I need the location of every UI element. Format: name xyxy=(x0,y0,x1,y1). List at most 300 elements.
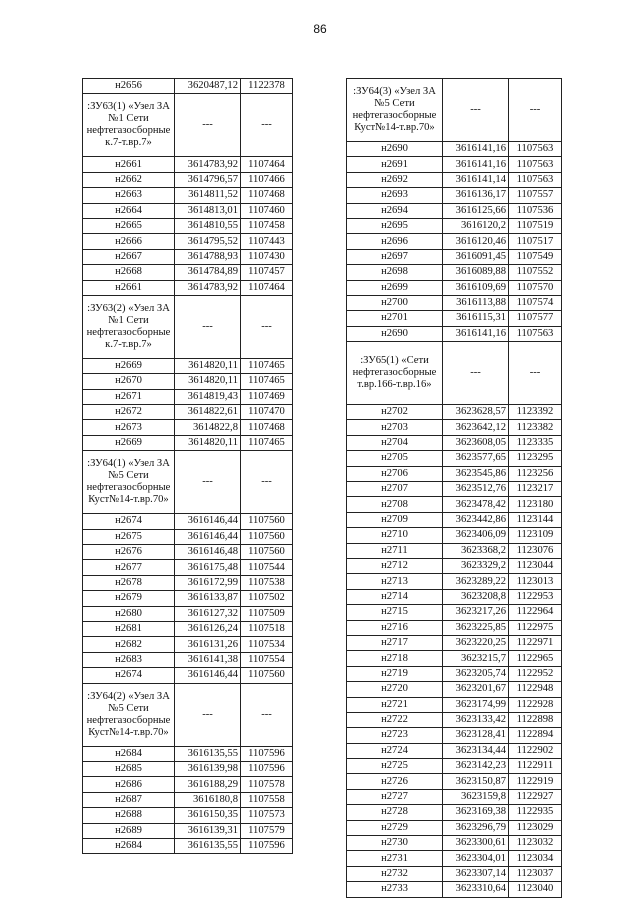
group-header-row xyxy=(83,683,293,746)
x-coordinate-cell: 3614820,11 xyxy=(175,358,241,373)
y-coordinate-cell: 1107596 xyxy=(241,761,293,776)
point-id-cell: н2707 xyxy=(347,482,443,497)
point-id-cell: н2714 xyxy=(347,589,443,604)
y-coordinate-cell: 1107457 xyxy=(241,265,293,280)
table-row xyxy=(347,820,562,835)
table-row xyxy=(347,203,562,218)
point-id-cell: н2730 xyxy=(347,836,443,851)
point-id-cell: н2667 xyxy=(83,249,175,264)
x-coordinate-cell: 3623133,42 xyxy=(443,712,509,727)
table-row xyxy=(347,420,562,435)
table-row xyxy=(347,188,562,203)
table-row xyxy=(83,575,293,590)
table-row xyxy=(347,435,562,450)
parcel-label-cell: :ЗУ65(1) «Сети нефтегазосборные т.вр.166-т.вр.16» xyxy=(347,342,443,405)
x-coordinate-cell: 3623217,26 xyxy=(443,605,509,620)
point-id-cell: н2666 xyxy=(83,234,175,249)
parcel-label-cell: :ЗУ64(2) «Узел ЗА №5 Сети нефтегазосборные Куст№14-т.вр.70» xyxy=(83,683,175,746)
point-id-cell: н2701 xyxy=(347,311,443,326)
point-id-cell: н2689 xyxy=(83,823,175,838)
y-coordinate-cell: 1122898 xyxy=(509,712,562,727)
x-coordinate-cell: 3616091,45 xyxy=(443,249,509,264)
table-row xyxy=(83,203,293,218)
x-coordinate-cell: 3614783,92 xyxy=(175,280,241,295)
x-coordinate-cell: 3623174,99 xyxy=(443,697,509,712)
x-coordinate-cell: 3614819,43 xyxy=(175,389,241,404)
coordinates-table-left xyxy=(82,78,293,854)
table-row xyxy=(83,838,293,853)
y-coordinate-cell: 1107443 xyxy=(241,234,293,249)
y-coordinate-cell: 1123180 xyxy=(509,497,562,512)
y-coordinate-cell: 1123335 xyxy=(509,435,562,450)
x-coordinate-cell: 3623159,8 xyxy=(443,789,509,804)
table-row xyxy=(347,574,562,589)
table-row xyxy=(83,529,293,544)
table-row xyxy=(347,265,562,280)
x-coordinate-cell: 3623512,76 xyxy=(443,482,509,497)
y-coordinate-cell: 1107560 xyxy=(241,545,293,560)
point-id-cell: н2665 xyxy=(83,218,175,233)
table-row xyxy=(347,142,562,157)
table-row xyxy=(347,728,562,743)
x-coordinate-cell: --- xyxy=(175,94,241,157)
y-coordinate-cell: 1123040 xyxy=(509,882,562,897)
table-row xyxy=(83,420,293,435)
table-row xyxy=(83,389,293,404)
x-coordinate-cell: 3616150,35 xyxy=(175,808,241,823)
x-coordinate-cell: 3623208,8 xyxy=(443,589,509,604)
y-coordinate-cell: 1107458 xyxy=(241,218,293,233)
x-coordinate-cell: 3616188,29 xyxy=(175,777,241,792)
y-coordinate-cell: 1107560 xyxy=(241,529,293,544)
y-coordinate-cell: 1107570 xyxy=(509,280,562,295)
table-row xyxy=(83,405,293,420)
y-coordinate-cell: 1107464 xyxy=(241,280,293,295)
y-coordinate-cell: 1107465 xyxy=(241,374,293,389)
x-coordinate-cell: 3616120,2 xyxy=(443,218,509,233)
y-coordinate-cell: 1107468 xyxy=(241,420,293,435)
point-id-cell: н2683 xyxy=(83,652,175,667)
table-row xyxy=(347,620,562,635)
x-coordinate-cell: 3614796,57 xyxy=(175,172,241,187)
table-row xyxy=(83,792,293,807)
point-id-cell: н2710 xyxy=(347,528,443,543)
point-id-cell: н2684 xyxy=(83,838,175,853)
table-row xyxy=(347,635,562,650)
point-id-cell: н2673 xyxy=(83,420,175,435)
point-id-cell: н2717 xyxy=(347,635,443,650)
x-coordinate-cell: --- xyxy=(443,79,509,142)
point-id-cell: н2692 xyxy=(347,172,443,187)
y-coordinate-cell: 1107469 xyxy=(241,389,293,404)
y-coordinate-cell: 1123044 xyxy=(509,558,562,573)
y-coordinate-cell: 1122894 xyxy=(509,728,562,743)
table-row xyxy=(347,466,562,481)
y-coordinate-cell: 1107578 xyxy=(241,777,293,792)
x-coordinate-cell: 3614822,61 xyxy=(175,405,241,420)
y-coordinate-cell: 1107468 xyxy=(241,188,293,203)
point-id-cell: н2726 xyxy=(347,774,443,789)
point-id-cell: н2676 xyxy=(83,545,175,560)
point-id-cell: н2731 xyxy=(347,851,443,866)
y-coordinate-cell: --- xyxy=(241,295,293,358)
x-coordinate-cell: 3623128,41 xyxy=(443,728,509,743)
point-id-cell: н2679 xyxy=(83,591,175,606)
table-row xyxy=(347,451,562,466)
x-coordinate-cell: 3616172,99 xyxy=(175,575,241,590)
point-id-cell: н2719 xyxy=(347,666,443,681)
y-coordinate-cell: 1107517 xyxy=(509,234,562,249)
point-id-cell: н2712 xyxy=(347,558,443,573)
x-coordinate-cell: 3623300,61 xyxy=(443,836,509,851)
y-coordinate-cell: 1107549 xyxy=(509,249,562,264)
y-coordinate-cell: 1123032 xyxy=(509,836,562,851)
table-row xyxy=(83,652,293,667)
x-coordinate-cell: 3616127,32 xyxy=(175,606,241,621)
table-row xyxy=(83,545,293,560)
table-row xyxy=(347,589,562,604)
table-row xyxy=(83,668,293,683)
x-coordinate-cell: 3616139,98 xyxy=(175,761,241,776)
point-id-cell: н2709 xyxy=(347,512,443,527)
x-coordinate-cell: 3623478,42 xyxy=(443,497,509,512)
point-id-cell: н2706 xyxy=(347,466,443,481)
y-coordinate-cell: 1123034 xyxy=(509,851,562,866)
table-row xyxy=(83,358,293,373)
table-row xyxy=(347,512,562,527)
table-row xyxy=(347,234,562,249)
x-coordinate-cell: 3616089,88 xyxy=(443,265,509,280)
y-coordinate-cell: 1122953 xyxy=(509,589,562,604)
point-id-cell: н2663 xyxy=(83,188,175,203)
point-id-cell: н2703 xyxy=(347,420,443,435)
table-row xyxy=(83,249,293,264)
x-coordinate-cell: 3623545,86 xyxy=(443,466,509,481)
table-row xyxy=(347,651,562,666)
x-coordinate-cell: 3614813,01 xyxy=(175,203,241,218)
y-coordinate-cell: 1107470 xyxy=(241,405,293,420)
x-coordinate-cell: 3623442,86 xyxy=(443,512,509,527)
table-row xyxy=(347,157,562,172)
y-coordinate-cell: 1122919 xyxy=(509,774,562,789)
y-coordinate-cell: 1107464 xyxy=(241,157,293,172)
point-id-cell: н2698 xyxy=(347,265,443,280)
x-coordinate-cell: 3620487,12 xyxy=(175,79,241,94)
group-header-row xyxy=(347,342,562,405)
x-coordinate-cell: 3623307,14 xyxy=(443,866,509,881)
y-coordinate-cell: 1107538 xyxy=(241,575,293,590)
table-row xyxy=(347,774,562,789)
point-id-cell: н2677 xyxy=(83,560,175,575)
x-coordinate-cell: 3616135,55 xyxy=(175,838,241,853)
y-coordinate-cell: 1122911 xyxy=(509,759,562,774)
point-id-cell: н2708 xyxy=(347,497,443,512)
x-coordinate-cell: 3623169,38 xyxy=(443,805,509,820)
table-row xyxy=(347,682,562,697)
y-coordinate-cell: --- xyxy=(241,683,293,746)
table-row xyxy=(347,882,562,897)
x-coordinate-cell: 3623304,01 xyxy=(443,851,509,866)
x-coordinate-cell: 3614820,11 xyxy=(175,374,241,389)
point-id-cell: н2669 xyxy=(83,358,175,373)
table-row xyxy=(347,482,562,497)
x-coordinate-cell: 3616146,44 xyxy=(175,514,241,529)
group-header-row xyxy=(83,94,293,157)
x-coordinate-cell: 3616141,38 xyxy=(175,652,241,667)
point-id-cell: н2713 xyxy=(347,574,443,589)
point-id-cell: н2694 xyxy=(347,203,443,218)
point-id-cell: н2693 xyxy=(347,188,443,203)
point-id-cell: н2733 xyxy=(347,882,443,897)
table-row xyxy=(347,249,562,264)
table-row xyxy=(347,805,562,820)
x-coordinate-cell: 3623134,44 xyxy=(443,743,509,758)
x-coordinate-cell: 3623205,74 xyxy=(443,666,509,681)
x-coordinate-cell: 3614784,89 xyxy=(175,265,241,280)
point-id-cell: н2716 xyxy=(347,620,443,635)
x-coordinate-cell: 3623150,87 xyxy=(443,774,509,789)
x-coordinate-cell: --- xyxy=(175,295,241,358)
y-coordinate-cell: 1123382 xyxy=(509,420,562,435)
point-id-cell: н2656 xyxy=(83,79,175,94)
point-id-cell: н2675 xyxy=(83,529,175,544)
y-coordinate-cell: 1107519 xyxy=(509,218,562,233)
y-coordinate-cell: 1122965 xyxy=(509,651,562,666)
point-id-cell: н2661 xyxy=(83,157,175,172)
point-id-cell: н2674 xyxy=(83,514,175,529)
point-id-cell: н2669 xyxy=(83,435,175,450)
table-row xyxy=(347,218,562,233)
table-row xyxy=(83,435,293,450)
point-id-cell: н2682 xyxy=(83,637,175,652)
x-coordinate-cell: 3614783,92 xyxy=(175,157,241,172)
table-row xyxy=(83,808,293,823)
x-coordinate-cell: 3616126,24 xyxy=(175,621,241,636)
page-number: 86 xyxy=(313,22,327,36)
table-row xyxy=(83,823,293,838)
point-id-cell: н2702 xyxy=(347,405,443,420)
point-id-cell: н2695 xyxy=(347,218,443,233)
y-coordinate-cell: 1107536 xyxy=(509,203,562,218)
x-coordinate-cell: 3614788,93 xyxy=(175,249,241,264)
table-row xyxy=(347,280,562,295)
y-coordinate-cell: 1123037 xyxy=(509,866,562,881)
y-coordinate-cell: 1123013 xyxy=(509,574,562,589)
point-id-cell: н2685 xyxy=(83,761,175,776)
point-id-cell: н2678 xyxy=(83,575,175,590)
y-coordinate-cell: 1107563 xyxy=(509,157,562,172)
x-coordinate-cell: 3616141,14 xyxy=(443,172,509,187)
table-row xyxy=(83,606,293,621)
table-row xyxy=(347,528,562,543)
x-coordinate-cell: 3616141,16 xyxy=(443,326,509,341)
x-coordinate-cell: 3623220,25 xyxy=(443,635,509,650)
y-coordinate-cell: 1107558 xyxy=(241,792,293,807)
table-row xyxy=(83,591,293,606)
table-row xyxy=(347,558,562,573)
x-coordinate-cell: 3616180,8 xyxy=(175,792,241,807)
x-coordinate-cell: 3623296,79 xyxy=(443,820,509,835)
x-coordinate-cell: 3614820,11 xyxy=(175,435,241,450)
x-coordinate-cell: 3623215,7 xyxy=(443,651,509,666)
y-coordinate-cell: 1107534 xyxy=(241,637,293,652)
x-coordinate-cell: --- xyxy=(175,683,241,746)
table-row xyxy=(347,866,562,881)
x-coordinate-cell: 3623608,05 xyxy=(443,435,509,450)
table-row xyxy=(347,172,562,187)
x-coordinate-cell: 3616109,69 xyxy=(443,280,509,295)
table-row xyxy=(83,280,293,295)
y-coordinate-cell: 1123076 xyxy=(509,543,562,558)
table-row xyxy=(83,637,293,652)
point-id-cell: н2662 xyxy=(83,172,175,187)
table-row xyxy=(347,295,562,310)
y-coordinate-cell: 1107430 xyxy=(241,249,293,264)
y-coordinate-cell: 1107466 xyxy=(241,172,293,187)
x-coordinate-cell: 3623329,2 xyxy=(443,558,509,573)
y-coordinate-cell: 1123217 xyxy=(509,482,562,497)
y-coordinate-cell: 1107596 xyxy=(241,746,293,761)
table-row xyxy=(347,666,562,681)
parcel-label-cell: :ЗУ64(3) «Узел ЗА №5 Сети нефтегазосборные Куст№14-т.вр.70» xyxy=(347,79,443,142)
y-coordinate-cell: 1122935 xyxy=(509,805,562,820)
point-id-cell: н2680 xyxy=(83,606,175,621)
x-coordinate-cell: 3616146,44 xyxy=(175,529,241,544)
y-coordinate-cell: 1107554 xyxy=(241,652,293,667)
y-coordinate-cell: 1107579 xyxy=(241,823,293,838)
table-row xyxy=(83,265,293,280)
x-coordinate-cell: 3616135,55 xyxy=(175,746,241,761)
point-id-cell: н2715 xyxy=(347,605,443,620)
x-coordinate-cell: --- xyxy=(175,451,241,514)
point-id-cell: н2670 xyxy=(83,374,175,389)
y-coordinate-cell: 1107573 xyxy=(241,808,293,823)
x-coordinate-cell: 3616146,48 xyxy=(175,545,241,560)
table-row xyxy=(83,157,293,172)
x-coordinate-cell: 3616136,17 xyxy=(443,188,509,203)
point-id-cell: н2725 xyxy=(347,759,443,774)
x-coordinate-cell: 3616115,31 xyxy=(443,311,509,326)
y-coordinate-cell: 1107563 xyxy=(509,142,562,157)
x-coordinate-cell: 3614810,55 xyxy=(175,218,241,233)
y-coordinate-cell: 1107560 xyxy=(241,668,293,683)
point-id-cell: н2700 xyxy=(347,295,443,310)
table-row xyxy=(83,560,293,575)
table-row xyxy=(83,234,293,249)
y-coordinate-cell: 1107465 xyxy=(241,435,293,450)
y-coordinate-cell: 1123256 xyxy=(509,466,562,481)
x-coordinate-cell: 3623577,65 xyxy=(443,451,509,466)
y-coordinate-cell: 1122928 xyxy=(509,697,562,712)
table-row xyxy=(347,697,562,712)
y-coordinate-cell: 1107563 xyxy=(509,172,562,187)
table-row xyxy=(347,326,562,341)
table-row xyxy=(347,311,562,326)
y-coordinate-cell: 1122927 xyxy=(509,789,562,804)
y-coordinate-cell: 1122964 xyxy=(509,605,562,620)
point-id-cell: н2705 xyxy=(347,451,443,466)
point-id-cell: н2686 xyxy=(83,777,175,792)
point-id-cell: н2699 xyxy=(347,280,443,295)
y-coordinate-cell: 1107563 xyxy=(509,326,562,341)
point-id-cell: н2718 xyxy=(347,651,443,666)
table-row xyxy=(347,851,562,866)
y-coordinate-cell: 1107552 xyxy=(509,265,562,280)
y-coordinate-cell: 1122948 xyxy=(509,682,562,697)
point-id-cell: н2684 xyxy=(83,746,175,761)
x-coordinate-cell: 3623225,85 xyxy=(443,620,509,635)
table-row xyxy=(83,79,293,94)
y-coordinate-cell: 1107502 xyxy=(241,591,293,606)
point-id-cell: н2672 xyxy=(83,405,175,420)
point-id-cell: н2728 xyxy=(347,805,443,820)
y-coordinate-cell: --- xyxy=(241,451,293,514)
point-id-cell: н2704 xyxy=(347,435,443,450)
table-row xyxy=(83,218,293,233)
x-coordinate-cell: 3614811,52 xyxy=(175,188,241,203)
coordinates-table-right xyxy=(346,78,562,898)
point-id-cell: н2720 xyxy=(347,682,443,697)
parcel-label-cell: :ЗУ63(1) «Узел ЗА №1 Сети нефтегазосборные к.7-т.вр.7» xyxy=(83,94,175,157)
y-coordinate-cell: 1107465 xyxy=(241,358,293,373)
point-id-cell: н2722 xyxy=(347,712,443,727)
y-coordinate-cell: 1122952 xyxy=(509,666,562,681)
point-id-cell: н2681 xyxy=(83,621,175,636)
y-coordinate-cell: 1107544 xyxy=(241,560,293,575)
y-coordinate-cell: 1123144 xyxy=(509,512,562,527)
y-coordinate-cell: 1123109 xyxy=(509,528,562,543)
point-id-cell: н2671 xyxy=(83,389,175,404)
table-row xyxy=(347,743,562,758)
group-header-row xyxy=(83,451,293,514)
point-id-cell: н2668 xyxy=(83,265,175,280)
y-coordinate-cell: 1107460 xyxy=(241,203,293,218)
table-row xyxy=(347,759,562,774)
y-coordinate-cell: 1107560 xyxy=(241,514,293,529)
y-coordinate-cell: 1122971 xyxy=(509,635,562,650)
point-id-cell: н2727 xyxy=(347,789,443,804)
point-id-cell: н2721 xyxy=(347,697,443,712)
table-row xyxy=(83,761,293,776)
x-coordinate-cell: 3616141,16 xyxy=(443,142,509,157)
point-id-cell: н2674 xyxy=(83,668,175,683)
x-coordinate-cell: 3616175,48 xyxy=(175,560,241,575)
x-coordinate-cell: 3623310,64 xyxy=(443,882,509,897)
point-id-cell: н2691 xyxy=(347,157,443,172)
point-id-cell: н2687 xyxy=(83,792,175,807)
y-coordinate-cell: --- xyxy=(509,79,562,142)
y-coordinate-cell: 1107596 xyxy=(241,838,293,853)
y-coordinate-cell: --- xyxy=(509,342,562,405)
point-id-cell: н2732 xyxy=(347,866,443,881)
x-coordinate-cell: 3623142,23 xyxy=(443,759,509,774)
point-id-cell: н2729 xyxy=(347,820,443,835)
y-coordinate-cell: 1123392 xyxy=(509,405,562,420)
y-coordinate-cell: 1107518 xyxy=(241,621,293,636)
y-coordinate-cell: 1122902 xyxy=(509,743,562,758)
table-row xyxy=(83,514,293,529)
x-coordinate-cell: 3623368,2 xyxy=(443,543,509,558)
x-coordinate-cell: --- xyxy=(443,342,509,405)
x-coordinate-cell: 3614795,52 xyxy=(175,234,241,249)
y-coordinate-cell: 1122378 xyxy=(241,79,293,94)
point-id-cell: н2664 xyxy=(83,203,175,218)
table-row xyxy=(347,497,562,512)
y-coordinate-cell: 1107557 xyxy=(509,188,562,203)
y-coordinate-cell: --- xyxy=(241,94,293,157)
point-id-cell: н2697 xyxy=(347,249,443,264)
y-coordinate-cell: 1123029 xyxy=(509,820,562,835)
